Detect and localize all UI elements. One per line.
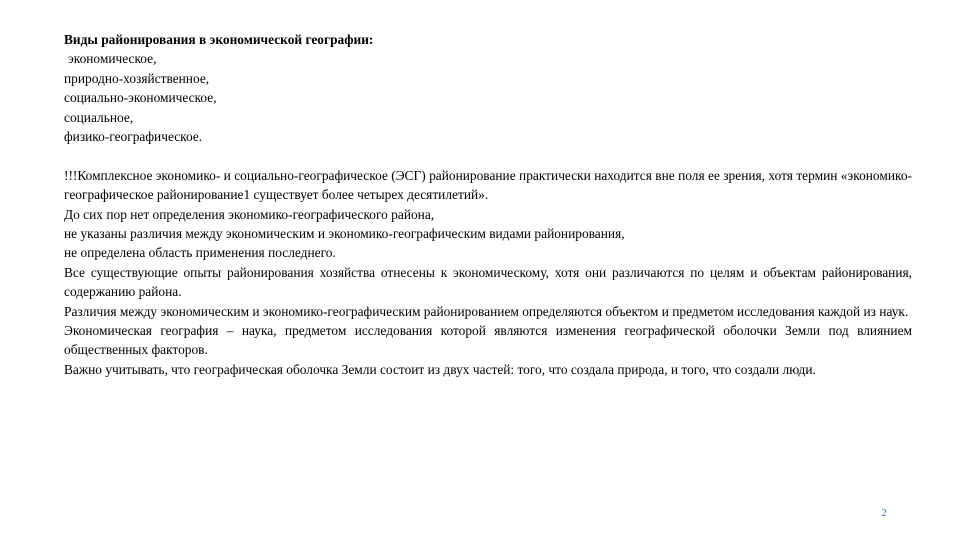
- list-item: социальное,: [64, 109, 134, 125]
- paragraph: не определена область применения последнего.: [64, 245, 336, 261]
- paragraph: Различия между экономическим и экономико-географическим районированием определяются объектом и предметом исследования каждой из наук.: [64, 303, 909, 319]
- paragraph: Все существующие опыты районирования хозяйства отнесены к экономическому, хотя они различаются по целям и объектам районирования, содержанию района.: [64, 264, 912, 300]
- paragraph: Экономическая география – наука, предметом исследования которой являются изменения географической оболочки Земли под влиянием общественных факторов.: [64, 323, 912, 358]
- slide-content: [64, 30, 912, 379]
- spacer: [64, 146, 912, 165]
- list-item: социально-экономическое,: [64, 90, 217, 106]
- paragraph: Важно учитывать, что географическая оболочка Земли состоит из двух частей: того, что создала природа, и того, что создали люди.: [64, 361, 816, 377]
- slide-title: Виды районирования в экономической географии:: [64, 32, 374, 47]
- paragraph: !!!Комплексное экономико- и социально-географическое (ЭСГ) районирование практически находится вне поля ее зрения, хотя термин «экономико-географическое районирование1 существует более четырех десятилетий».: [64, 167, 912, 203]
- page-number: 2: [881, 507, 887, 519]
- list-item: природно-хозяйственное,: [64, 70, 210, 86]
- paragraph: До сих пор нет определения экономико-географического района,: [64, 206, 435, 222]
- list-item: физико-географическое.: [64, 129, 203, 145]
- list-item: экономическое,: [68, 51, 157, 67]
- paragraph: не указаны различия между экономическим и экономико-географическим видами районирования,: [64, 226, 625, 242]
